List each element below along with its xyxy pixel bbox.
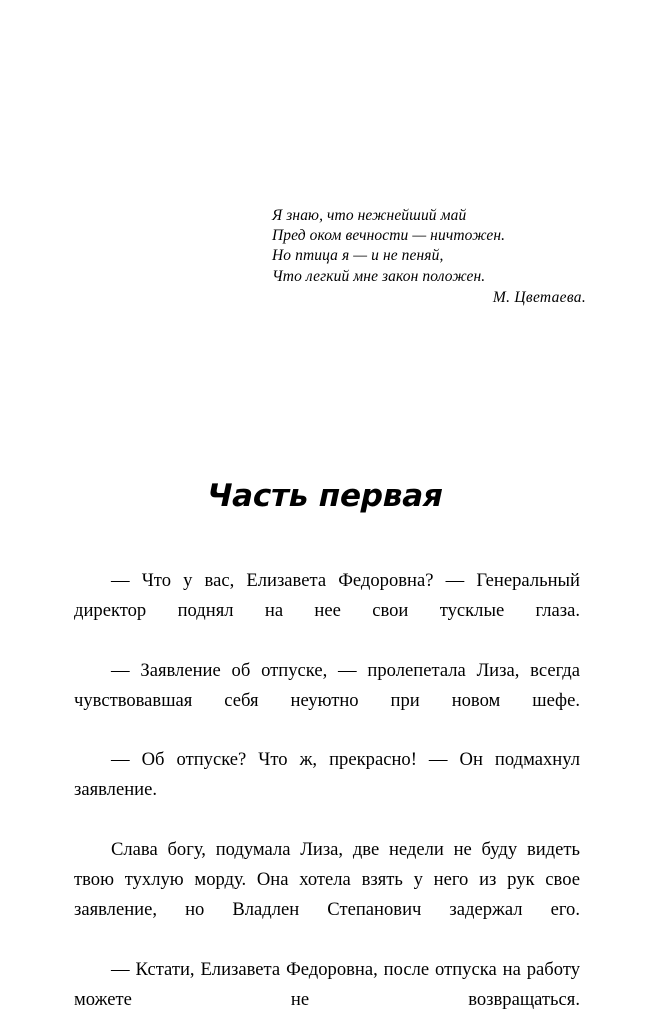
- body-paragraph: — Об отпуске? Что ж, прекрасно! — Он подмахнул заявление.: [74, 749, 580, 801]
- epigraph-line-3: Но птица я — и не пеняй,: [272, 247, 444, 265]
- epigraph-line-1: Я знаю, что нежнейший май: [272, 207, 467, 224]
- epigraph-line-4: Что легкий мне закон положен.: [272, 267, 486, 285]
- chapter-heading: Часть первая: [206, 477, 444, 514]
- body-text: [74, 566, 580, 1034]
- body-paragraph: — Кстати, Елизавета Федоровна, после отпуска на работу можете не возвращаться.: [74, 958, 580, 1010]
- epigraph-attribution: М. Цветаева.: [492, 288, 586, 306]
- body-paragraph: Слава богу, подумала Лиза, две недели не буду видеть твою тухлую морду. Она хотела взять у него из рук свое заявление, но Владлен Степанович задержал его.: [74, 839, 580, 920]
- body-paragraph: — Что у вас, Елизавета Федоровна? — Генеральный директор поднял на нее свои тусклые глаза.: [74, 570, 580, 621]
- epigraph-block: [272, 206, 586, 308]
- body-paragraph: — Заявление об отпуске, — пролепетала Лиза, всегда чувствовавшая себя неуютно при новом шефе.: [74, 659, 580, 711]
- epigraph-line-2: Пред оком вечности — ничтожен.: [272, 227, 506, 245]
